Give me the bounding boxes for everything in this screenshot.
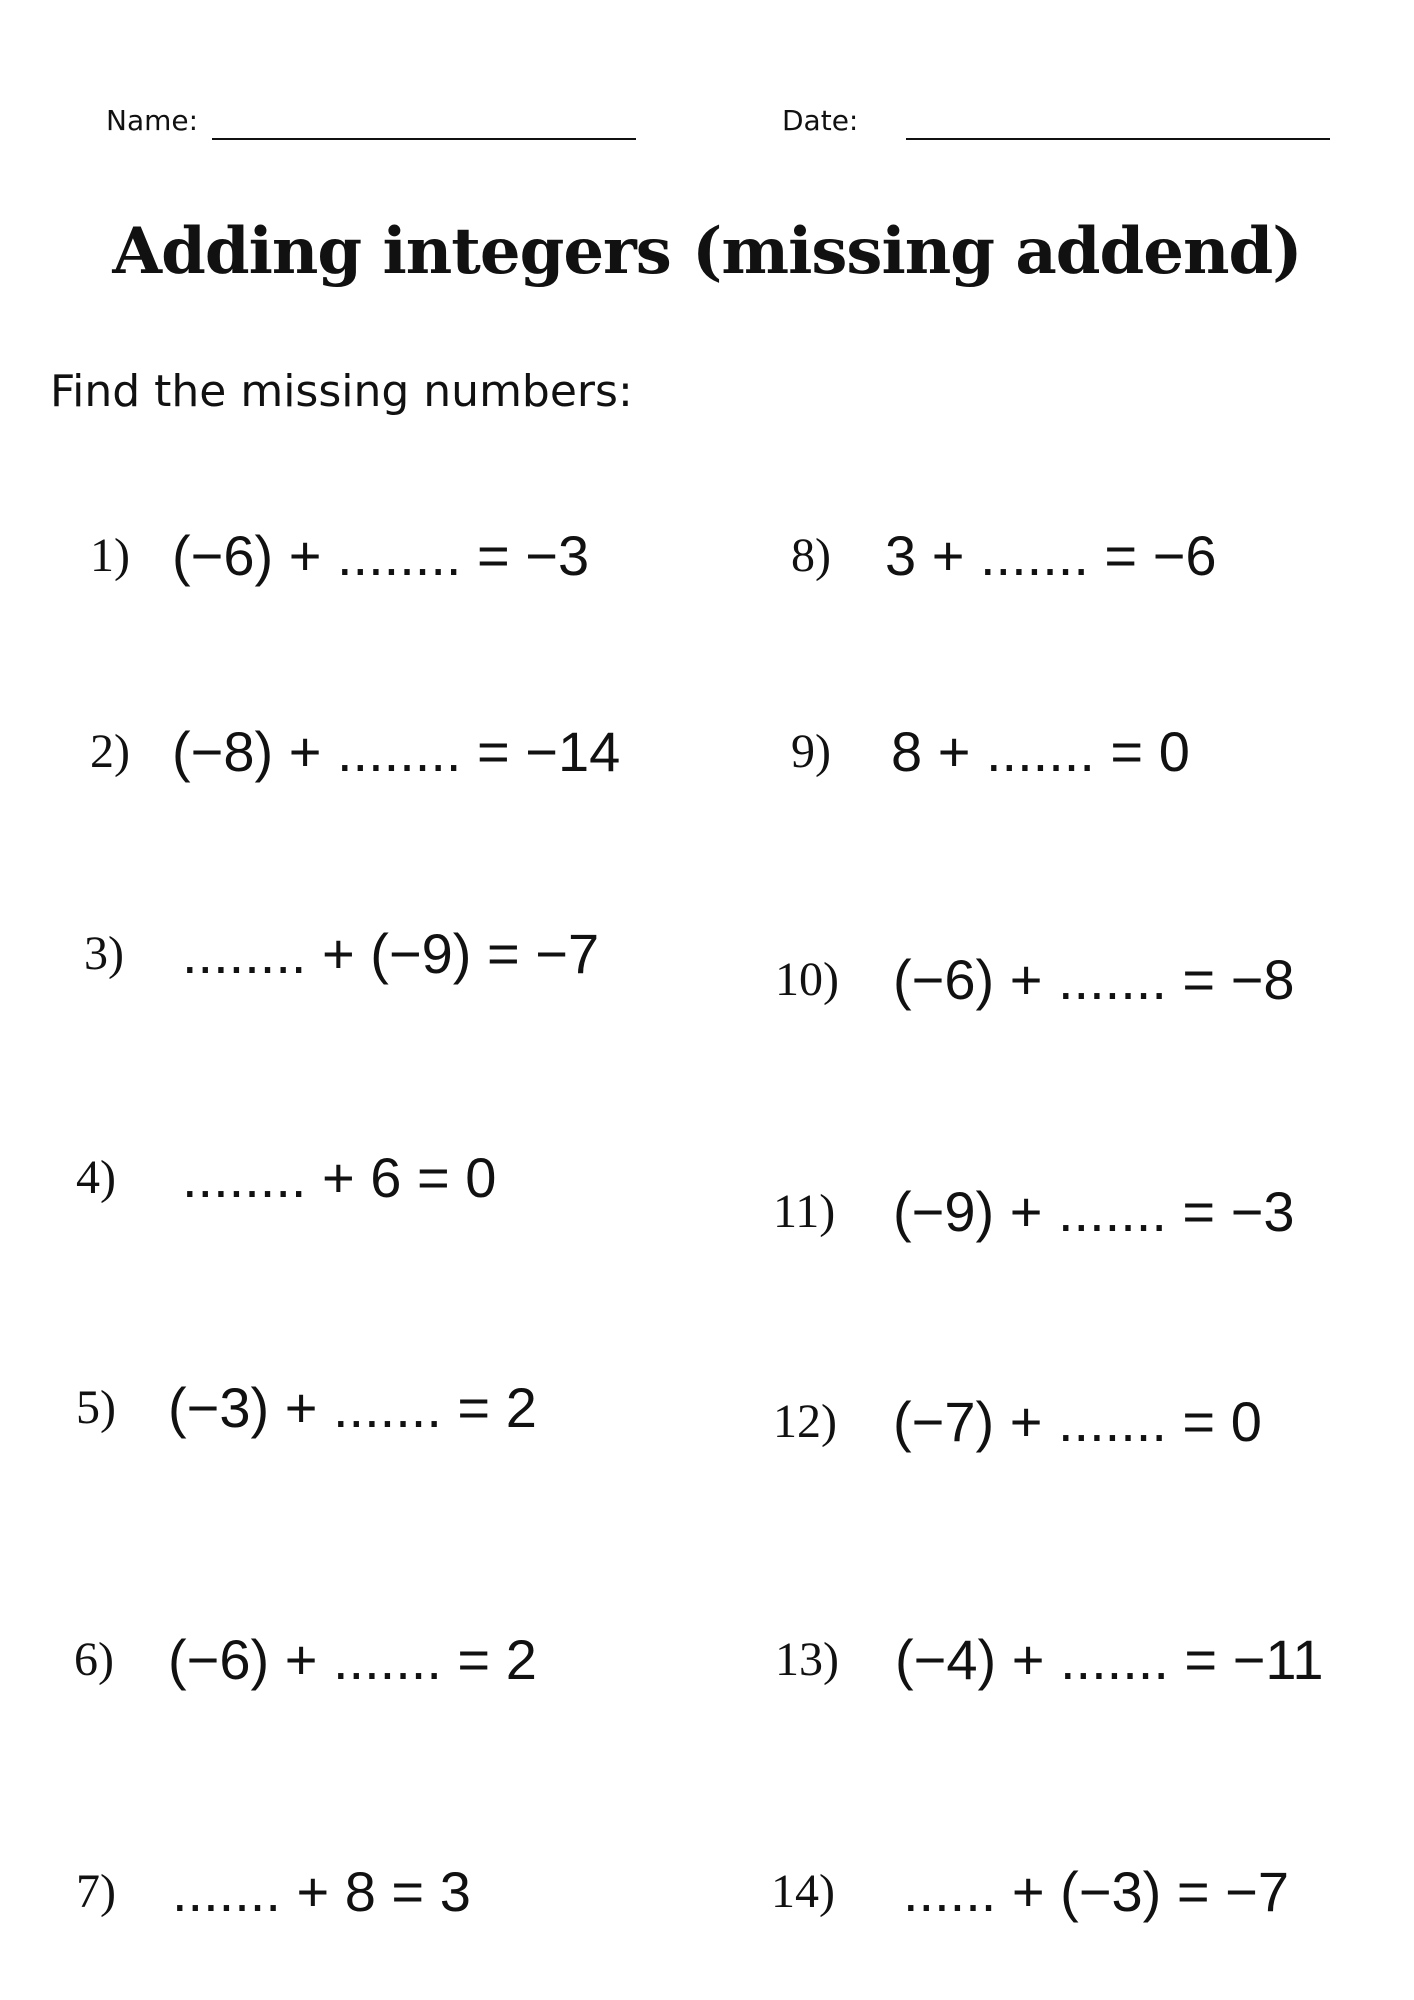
problem-6 [0, 1620, 707, 1700]
problem-number: 7) [76, 1865, 116, 1918]
name-label: Name: [106, 104, 199, 137]
problem-number: 3) [84, 927, 124, 980]
problem-number: 2) [90, 725, 130, 778]
problem-number: 11) [773, 1185, 836, 1238]
problem-equation: 8 + ....... = 0 [891, 720, 1190, 783]
problem-equation: (−6) + ....... = 2 [168, 1628, 537, 1691]
problem-number: 5) [76, 1381, 116, 1434]
problem-12 [707, 1382, 1414, 1462]
problem-equation: (−6) + ....... = −8 [893, 948, 1295, 1011]
problem-9 [707, 712, 1414, 792]
problem-number: 13) [775, 1633, 839, 1686]
page-title: Adding integers (missing addend) [112, 214, 1302, 289]
problem-4 [0, 1138, 707, 1218]
problem-equation: (−9) + ....... = −3 [893, 1180, 1295, 1243]
problem-number: 10) [775, 953, 839, 1006]
problem-8 [707, 516, 1414, 596]
problem-5 [0, 1368, 707, 1448]
problem-equation: ...... + (−3) = −7 [903, 1860, 1289, 1923]
problem-number: 6) [74, 1633, 114, 1686]
problem-equation: ........ + 6 = 0 [182, 1146, 497, 1209]
name-line[interactable] [212, 138, 636, 140]
instructions: Find the missing numbers: [50, 366, 633, 417]
problem-3 [0, 914, 707, 994]
problem-equation: (−4) + ....... = −11 [895, 1628, 1324, 1691]
problem-equation: (−7) + ....... = 0 [893, 1390, 1262, 1453]
problem-equation: (−8) + ........ = −14 [172, 720, 621, 783]
problem-11 [707, 1172, 1414, 1252]
date-label: Date: [782, 104, 859, 137]
problem-14 [707, 1852, 1414, 1932]
problem-number: 14) [771, 1865, 835, 1918]
problem-number: 1) [90, 529, 130, 582]
problem-equation: (−6) + ........ = −3 [172, 524, 590, 587]
problem-1 [0, 516, 707, 596]
problem-number: 8) [791, 529, 831, 582]
problem-10 [707, 940, 1414, 1020]
problem-7 [0, 1852, 707, 1932]
date-line[interactable] [906, 138, 1330, 140]
problem-equation: 3 + ....... = −6 [885, 524, 1217, 587]
problem-equation: ........ + (−9) = −7 [182, 922, 600, 985]
problem-number: 9) [791, 725, 831, 778]
problem-number: 4) [76, 1151, 116, 1204]
problem-equation: (−3) + ....... = 2 [168, 1376, 537, 1439]
problem-equation: ....... + 8 = 3 [172, 1860, 471, 1923]
problem-number: 12) [773, 1395, 837, 1448]
problem-2 [0, 712, 707, 792]
problem-13 [707, 1620, 1414, 1700]
